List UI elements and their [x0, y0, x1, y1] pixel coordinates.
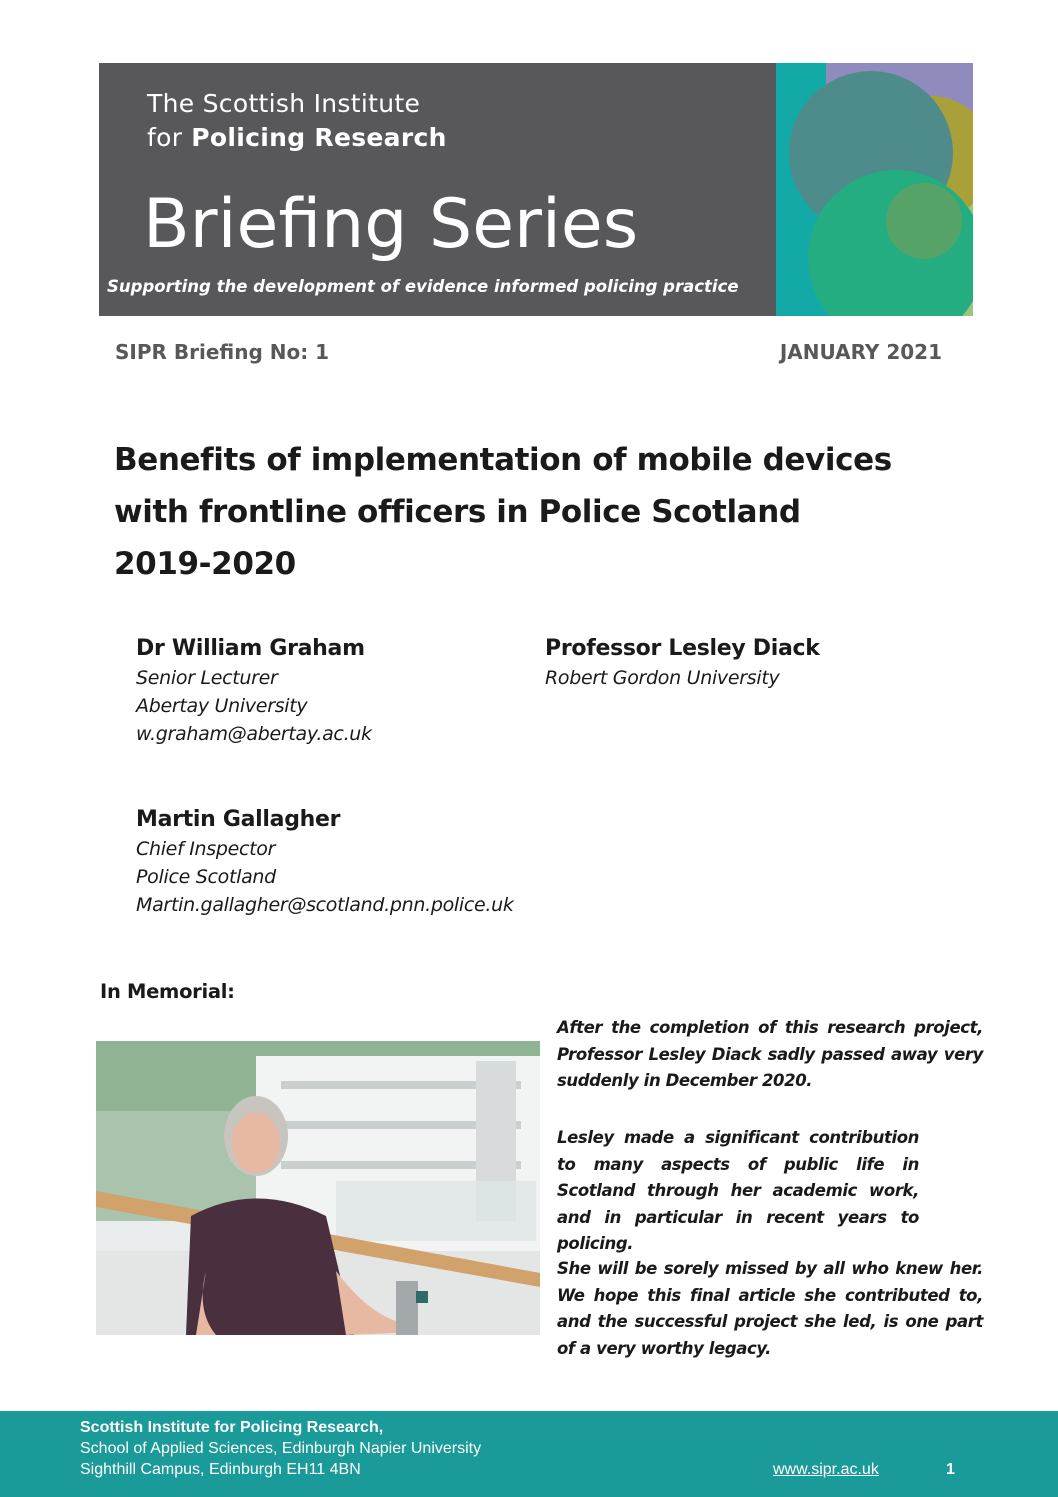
author-name: Professor Lesley Diack — [545, 636, 820, 661]
author-martin-gallagher — [136, 805, 514, 919]
footer-school: School of Applied Sciences, Edinburgh Napier University — [80, 1440, 482, 1457]
institute-line-2-prefix: for — [147, 123, 183, 152]
author-position: Chief Inspector — [136, 838, 276, 860]
briefing-number: SIPR Briefing No: 1 — [115, 340, 330, 364]
author-email: w.graham@abertay.ac.uk — [136, 723, 372, 745]
page-footer — [0, 1411, 1058, 1497]
author-lesley-diack — [545, 634, 820, 692]
memorial-photo — [96, 1041, 540, 1335]
briefing-date: JANUARY 2021 — [779, 340, 942, 364]
institute-line-2-bold: Policing Research — [191, 123, 447, 152]
institute-name — [147, 87, 447, 155]
briefing-banner — [99, 63, 973, 316]
institute-line-2 — [147, 121, 447, 155]
title-line: Benefits of implementation of mobile devices — [114, 442, 892, 478]
author-affiliation: Abertay University — [136, 695, 308, 717]
footer-org: Scottish Institute for Policing Research, — [80, 1419, 384, 1436]
author-email: Martin.gallagher@scotland.pnn.police.uk — [136, 894, 514, 916]
document-title — [114, 434, 914, 590]
institute-line-1: The Scottish Institute — [147, 89, 421, 118]
author-affiliation: Police Scotland — [136, 866, 276, 888]
overlapping-circles-graphic — [776, 63, 973, 316]
memorial-paragraph: She will be sorely missed by all who knew her. We hope this final article she contributed to, and the successful project she led, is one part of a very worthy legacy. — [557, 1259, 983, 1358]
footer-address — [80, 1417, 481, 1480]
page-number: 1 — [946, 1461, 955, 1478]
series-title: Briefing Series — [143, 185, 639, 264]
author-affiliation: Robert Gordon University — [545, 667, 780, 689]
banner-tagline: Supporting the development of evidence informed policing practice — [107, 277, 739, 296]
footer-campus: Sighthill Campus, Edinburgh EH11 4BN — [80, 1461, 361, 1478]
author-name: Dr William Graham — [136, 636, 365, 661]
title-line: 2019-2020 — [114, 546, 296, 582]
memorial-paragraph: Lesley made a significant contribution to many aspects of public life in Scotland through her academic work, and in particular in recent years to policing. — [557, 1128, 919, 1253]
website-link[interactable]: www.sipr.ac.uk — [773, 1461, 879, 1478]
title-line: with frontline officers in Police Scotland — [114, 494, 801, 530]
memorial-heading: In Memorial: — [100, 980, 235, 1003]
author-william-graham — [136, 634, 372, 748]
author-position: Senior Lecturer — [136, 667, 278, 689]
memorial-paragraph: After the completion of this research project, Professor Lesley Diack sadly passed away very suddenly in December 2020. — [557, 1018, 983, 1090]
author-name: Martin Gallagher — [136, 807, 341, 832]
